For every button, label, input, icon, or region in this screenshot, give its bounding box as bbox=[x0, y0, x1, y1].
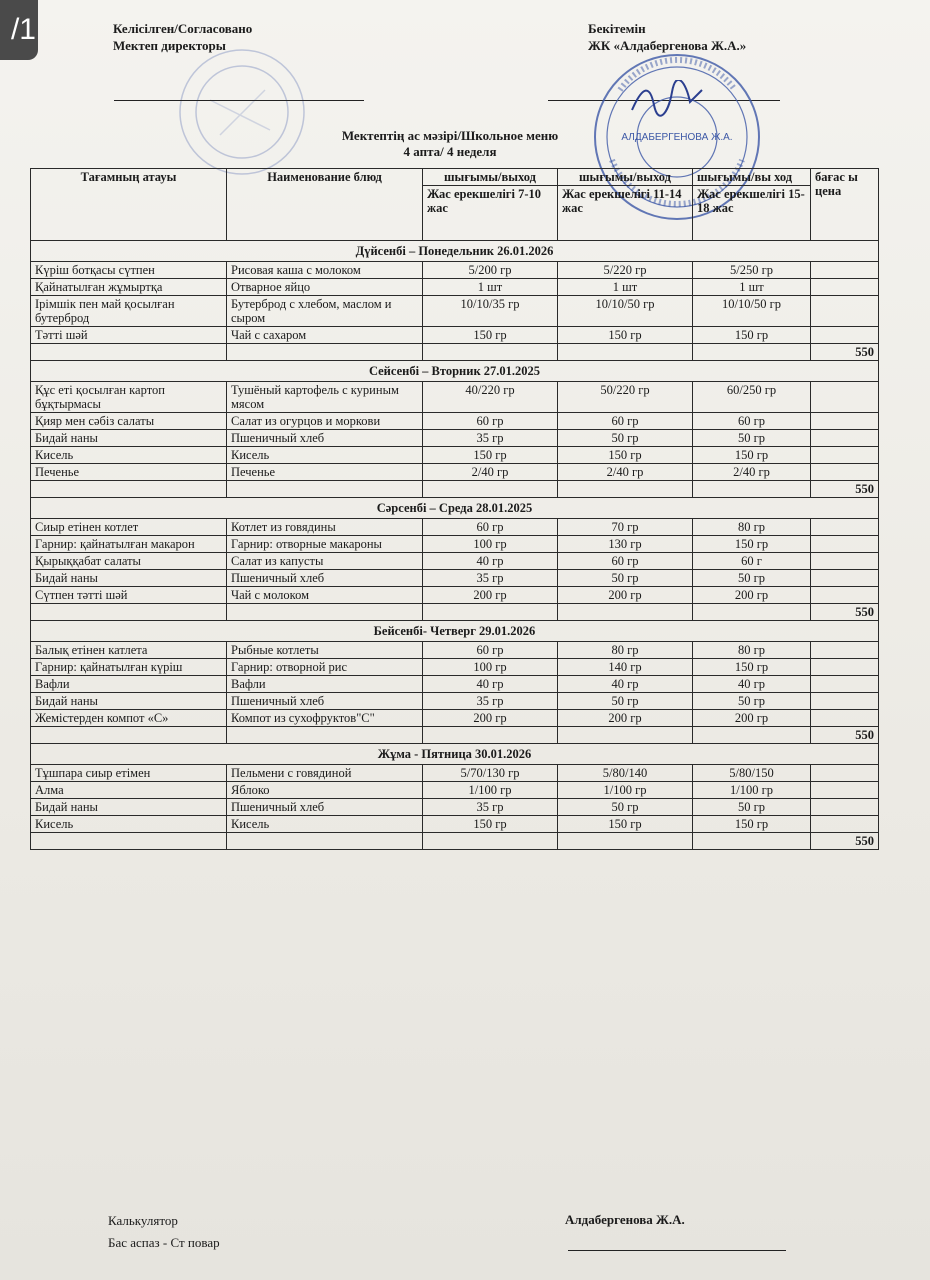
portion-7-10: 35 гр bbox=[423, 799, 558, 816]
table-row bbox=[31, 279, 879, 296]
footer-chef: Бас аспаз - Ст повар bbox=[108, 1235, 220, 1250]
day-total-row bbox=[31, 727, 879, 744]
day-header-row bbox=[31, 621, 879, 642]
table-row bbox=[31, 659, 879, 676]
portion-11-14: 1 шт bbox=[558, 279, 693, 296]
day-title: Бейсенбі- Четверг 29.01.2026 bbox=[31, 621, 879, 642]
dish-name-ru: Печенье bbox=[227, 464, 423, 481]
approval-left-line2: Мектеп директоры bbox=[113, 38, 226, 53]
dish-name-ru: Кисель bbox=[227, 816, 423, 833]
price-cell bbox=[811, 659, 879, 676]
dish-name-ru: Тушёный картофель с куриным мясом bbox=[227, 382, 423, 413]
portion-11-14: 80 гр bbox=[558, 642, 693, 659]
portion-7-10: 200 гр bbox=[423, 710, 558, 727]
table-row bbox=[31, 676, 879, 693]
day-header-row bbox=[31, 241, 879, 262]
portion-15-18: 150 гр bbox=[693, 536, 811, 553]
footer-signatories bbox=[108, 1210, 220, 1254]
price-cell bbox=[811, 327, 879, 344]
empty-cell bbox=[31, 727, 227, 744]
approval-right-line1: Бекітемін bbox=[588, 21, 646, 36]
empty-cell bbox=[31, 344, 227, 361]
portion-11-14: 50 гр bbox=[558, 693, 693, 710]
dish-name-ru: Пшеничный хлеб bbox=[227, 570, 423, 587]
portion-15-18: 150 гр bbox=[693, 816, 811, 833]
price-cell bbox=[811, 382, 879, 413]
portion-15-18: 10/10/50 гр bbox=[693, 296, 811, 327]
day-price: 550 bbox=[811, 833, 879, 850]
price-cell bbox=[811, 262, 879, 279]
dish-name-kz: Ірімшік пен май қосылған бутерброд bbox=[31, 296, 227, 327]
table-row bbox=[31, 262, 879, 279]
empty-cell bbox=[31, 833, 227, 850]
approval-right bbox=[588, 20, 746, 54]
dish-name-kz: Құс еті қосылған картоп бұқтырмасы bbox=[31, 382, 227, 413]
dish-name-kz: Жемістерден компот «С» bbox=[31, 710, 227, 727]
dish-name-ru: Рисовая каша с молоком bbox=[227, 262, 423, 279]
portion-11-14: 150 гр bbox=[558, 816, 693, 833]
stamp-label: АЛДАБЕРГЕНОВА Ж.А. bbox=[621, 132, 733, 143]
day-total-row bbox=[31, 344, 879, 361]
portion-11-14: 50 гр bbox=[558, 799, 693, 816]
table-row bbox=[31, 642, 879, 659]
dish-name-ru: Салат из огурцов и моркови bbox=[227, 413, 423, 430]
menu-table bbox=[30, 168, 879, 850]
portion-11-14: 2/40 гр bbox=[558, 464, 693, 481]
dish-name-kz: Балық етінен катлета bbox=[31, 642, 227, 659]
table-row bbox=[31, 430, 879, 447]
table-row bbox=[31, 519, 879, 536]
empty-cell bbox=[423, 727, 558, 744]
table-row bbox=[31, 536, 879, 553]
portion-11-14: 70 гр bbox=[558, 519, 693, 536]
dish-name-ru: Кисель bbox=[227, 447, 423, 464]
dish-name-kz: Сиыр етінен котлет bbox=[31, 519, 227, 536]
portion-7-10: 200 гр bbox=[423, 587, 558, 604]
empty-cell bbox=[693, 604, 811, 621]
dish-name-kz: Қайнатылған жұмыртқа bbox=[31, 279, 227, 296]
price-cell bbox=[811, 816, 879, 833]
portion-7-10: 2/40 гр bbox=[423, 464, 558, 481]
dish-name-kz: Вафли bbox=[31, 676, 227, 693]
portion-7-10: 150 гр bbox=[423, 447, 558, 464]
portion-7-10: 5/200 гр bbox=[423, 262, 558, 279]
price-cell bbox=[811, 676, 879, 693]
dish-name-ru: Чай с молоком bbox=[227, 587, 423, 604]
price-cell bbox=[811, 447, 879, 464]
col-header-output-1: шығымы/выход bbox=[423, 169, 558, 186]
portion-7-10: 100 гр bbox=[423, 536, 558, 553]
dish-name-kz: Кисель bbox=[31, 447, 227, 464]
empty-cell bbox=[423, 604, 558, 621]
price-cell bbox=[811, 430, 879, 447]
dish-name-kz: Тәтті шәй bbox=[31, 327, 227, 344]
dish-name-kz: Қырыққабат салаты bbox=[31, 553, 227, 570]
table-row bbox=[31, 464, 879, 481]
age-group-11-14: Жас ерекшелігі 11-14 жас bbox=[558, 186, 693, 241]
portion-11-14: 140 гр bbox=[558, 659, 693, 676]
portion-7-10: 10/10/35 гр bbox=[423, 296, 558, 327]
portion-15-18: 5/250 гр bbox=[693, 262, 811, 279]
portion-11-14: 130 гр bbox=[558, 536, 693, 553]
approval-left bbox=[113, 20, 252, 54]
dish-name-ru: Рыбные котлеты bbox=[227, 642, 423, 659]
table-row bbox=[31, 413, 879, 430]
empty-cell bbox=[227, 727, 423, 744]
price-cell bbox=[811, 413, 879, 430]
table-row bbox=[31, 296, 879, 327]
school-seal-icon bbox=[150, 40, 320, 180]
portion-7-10: 60 гр bbox=[423, 519, 558, 536]
price-cell bbox=[811, 536, 879, 553]
empty-cell bbox=[693, 727, 811, 744]
approval-left-line1: Келісілген/Согласовано bbox=[113, 21, 253, 36]
table-row bbox=[31, 782, 879, 799]
dish-name-ru: Пшеничный хлеб bbox=[227, 693, 423, 710]
empty-cell bbox=[227, 481, 423, 498]
day-price: 550 bbox=[811, 481, 879, 498]
day-title: Сәрсенбі – Среда 28.01.2025 bbox=[31, 498, 879, 519]
portion-7-10: 60 гр bbox=[423, 642, 558, 659]
portion-11-14: 1/100 гр bbox=[558, 782, 693, 799]
table-row bbox=[31, 693, 879, 710]
menu-title-line2: 4 апта/ 4 неделя bbox=[403, 144, 497, 159]
empty-cell bbox=[227, 833, 423, 850]
table-row bbox=[31, 799, 879, 816]
portion-15-18: 80 гр bbox=[693, 519, 811, 536]
price-cell bbox=[811, 642, 879, 659]
portion-11-14: 150 гр bbox=[558, 327, 693, 344]
age-group-7-10: Жас ерекшелігі 7-10 жас bbox=[423, 186, 558, 241]
portion-7-10: 100 гр bbox=[423, 659, 558, 676]
table-row bbox=[31, 587, 879, 604]
dish-name-ru: Вафли bbox=[227, 676, 423, 693]
portion-7-10: 150 гр bbox=[423, 816, 558, 833]
portion-15-18: 5/80/150 bbox=[693, 765, 811, 782]
dish-name-kz: Бидай наны bbox=[31, 570, 227, 587]
price-cell bbox=[811, 570, 879, 587]
portion-7-10: 40/220 гр bbox=[423, 382, 558, 413]
price-cell bbox=[811, 464, 879, 481]
portion-15-18: 150 гр bbox=[693, 447, 811, 464]
portion-15-18: 2/40 гр bbox=[693, 464, 811, 481]
portion-15-18: 50 гр bbox=[693, 430, 811, 447]
day-total-row bbox=[31, 833, 879, 850]
col-header-output-3: шығымы/вы ход bbox=[693, 169, 811, 186]
menu-body bbox=[31, 241, 879, 850]
empty-cell bbox=[423, 481, 558, 498]
portion-15-18: 50 гр bbox=[693, 570, 811, 587]
day-title: Дүйсенбі – Понедельник 26.01.2026 bbox=[31, 241, 879, 262]
price-cell bbox=[811, 765, 879, 782]
table-row bbox=[31, 327, 879, 344]
col-header-output-2: шығымы/выход bbox=[558, 169, 693, 186]
dish-name-kz: Бидай наны bbox=[31, 693, 227, 710]
table-header-row bbox=[31, 169, 879, 186]
portion-7-10: 35 гр bbox=[423, 570, 558, 587]
page-counter-badge: /1 bbox=[0, 0, 38, 60]
price-cell bbox=[811, 519, 879, 536]
empty-cell bbox=[423, 833, 558, 850]
empty-cell bbox=[31, 481, 227, 498]
day-price: 550 bbox=[811, 604, 879, 621]
table-row bbox=[31, 816, 879, 833]
portion-7-10: 40 гр bbox=[423, 676, 558, 693]
empty-cell bbox=[558, 727, 693, 744]
portion-11-14: 5/80/140 bbox=[558, 765, 693, 782]
portion-11-14: 150 гр bbox=[558, 447, 693, 464]
dish-name-kz: Кисель bbox=[31, 816, 227, 833]
portion-15-18: 150 гр bbox=[693, 327, 811, 344]
footer-approver-name: Алдабергенова Ж.А. bbox=[565, 1212, 685, 1227]
dish-name-ru: Пшеничный хлеб bbox=[227, 799, 423, 816]
empty-cell bbox=[558, 833, 693, 850]
dish-name-kz: Алма bbox=[31, 782, 227, 799]
dish-name-kz: Гарнир: қайнатылған макарон bbox=[31, 536, 227, 553]
dish-name-kz: Тұшпара сиыр етімен bbox=[31, 765, 227, 782]
day-price: 550 bbox=[811, 344, 879, 361]
portion-15-18: 50 гр bbox=[693, 693, 811, 710]
portion-15-18: 150 гр bbox=[693, 659, 811, 676]
age-group-15-18: Жас ерекшелігі 15-18 жас bbox=[693, 186, 811, 241]
signature-icon bbox=[628, 80, 708, 120]
empty-cell bbox=[227, 604, 423, 621]
portion-11-14: 50 гр bbox=[558, 570, 693, 587]
portion-15-18: 50 гр bbox=[693, 799, 811, 816]
portion-11-14: 200 гр bbox=[558, 587, 693, 604]
empty-cell bbox=[31, 604, 227, 621]
portion-15-18: 60 гр bbox=[693, 413, 811, 430]
portion-15-18: 1/100 гр bbox=[693, 782, 811, 799]
portion-7-10: 1 шт bbox=[423, 279, 558, 296]
portion-15-18: 200 гр bbox=[693, 710, 811, 727]
portion-7-10: 150 гр bbox=[423, 327, 558, 344]
footer-signature-line bbox=[568, 1250, 786, 1251]
empty-cell bbox=[423, 344, 558, 361]
portion-11-14: 50/220 гр bbox=[558, 382, 693, 413]
price-cell bbox=[811, 553, 879, 570]
dish-name-kz: Қияр мен сәбіз салаты bbox=[31, 413, 227, 430]
dish-name-ru: Компот из сухофруктов"С" bbox=[227, 710, 423, 727]
footer-calculator: Калькулятор bbox=[108, 1213, 178, 1228]
portion-15-18: 200 гр bbox=[693, 587, 811, 604]
empty-cell bbox=[558, 604, 693, 621]
dish-name-ru: Чай с сахаром bbox=[227, 327, 423, 344]
empty-cell bbox=[693, 344, 811, 361]
empty-cell bbox=[693, 833, 811, 850]
portion-7-10: 35 гр bbox=[423, 430, 558, 447]
dish-name-ru: Яблоко bbox=[227, 782, 423, 799]
dish-name-ru: Котлет из говядины bbox=[227, 519, 423, 536]
portion-11-14: 10/10/50 гр bbox=[558, 296, 693, 327]
dish-name-kz: Сүтпен тәтті шәй bbox=[31, 587, 227, 604]
portion-11-14: 60 гр bbox=[558, 553, 693, 570]
signature-line-left bbox=[114, 100, 364, 101]
col-header-name-kz: Тағамның атауы bbox=[31, 169, 227, 241]
portion-11-14: 50 гр bbox=[558, 430, 693, 447]
day-header-row bbox=[31, 744, 879, 765]
dish-name-ru: Гарнир: отворные макароны bbox=[227, 536, 423, 553]
day-total-row bbox=[31, 604, 879, 621]
portion-15-18: 80 гр bbox=[693, 642, 811, 659]
day-header-row bbox=[31, 361, 879, 382]
dish-name-ru: Гарнир: отворной рис bbox=[227, 659, 423, 676]
dish-name-ru: Пельмени с говядиной bbox=[227, 765, 423, 782]
day-price: 550 bbox=[811, 727, 879, 744]
dish-name-ru: Салат из капусты bbox=[227, 553, 423, 570]
portion-7-10: 1/100 гр bbox=[423, 782, 558, 799]
price-cell bbox=[811, 693, 879, 710]
portion-7-10: 35 гр bbox=[423, 693, 558, 710]
price-cell bbox=[811, 782, 879, 799]
empty-cell bbox=[558, 344, 693, 361]
table-row bbox=[31, 382, 879, 413]
table-row bbox=[31, 447, 879, 464]
col-header-name-ru: Наименование блюд bbox=[227, 169, 423, 241]
dish-name-kz: Бидай наны bbox=[31, 799, 227, 816]
portion-7-10: 5/70/130 гр bbox=[423, 765, 558, 782]
table-row bbox=[31, 765, 879, 782]
table-row bbox=[31, 553, 879, 570]
price-cell bbox=[811, 279, 879, 296]
menu-title-line1: Мектептің ас мәзірі/Школьное меню bbox=[341, 128, 559, 143]
table-row bbox=[31, 710, 879, 727]
day-header-row bbox=[31, 498, 879, 519]
price-cell bbox=[811, 710, 879, 727]
portion-15-18: 60 г bbox=[693, 553, 811, 570]
dish-name-kz: Гарнир: қайнатылған күріш bbox=[31, 659, 227, 676]
dish-name-ru: Бутерброд с хлебом, маслом и сыром bbox=[227, 296, 423, 327]
portion-7-10: 40 гр bbox=[423, 553, 558, 570]
col-header-price: бағас ы цена bbox=[811, 169, 879, 241]
portion-15-18: 1 шт bbox=[693, 279, 811, 296]
approval-right-line2: ЖК «Алдабергенова Ж.А.» bbox=[588, 38, 747, 53]
dish-name-ru: Пшеничный хлеб bbox=[227, 430, 423, 447]
table-row bbox=[31, 570, 879, 587]
dish-name-kz: Печенье bbox=[31, 464, 227, 481]
day-title: Сейсенбі – Вторник 27.01.2025 bbox=[31, 361, 879, 382]
menu-title bbox=[300, 128, 600, 160]
day-total-row bbox=[31, 481, 879, 498]
empty-cell bbox=[693, 481, 811, 498]
day-title: Жұма - Пятница 30.01.2026 bbox=[31, 744, 879, 765]
portion-11-14: 200 гр bbox=[558, 710, 693, 727]
empty-cell bbox=[558, 481, 693, 498]
empty-cell bbox=[227, 344, 423, 361]
portion-11-14: 60 гр bbox=[558, 413, 693, 430]
dish-name-kz: Бидай наны bbox=[31, 430, 227, 447]
price-cell bbox=[811, 296, 879, 327]
portion-15-18: 60/250 гр bbox=[693, 382, 811, 413]
dish-name-ru: Отварное яйцо bbox=[227, 279, 423, 296]
portion-7-10: 60 гр bbox=[423, 413, 558, 430]
portion-11-14: 40 гр bbox=[558, 676, 693, 693]
portion-11-14: 5/220 гр bbox=[558, 262, 693, 279]
dish-name-kz: Күріш ботқасы сүтпен bbox=[31, 262, 227, 279]
price-cell bbox=[811, 587, 879, 604]
price-cell bbox=[811, 799, 879, 816]
portion-15-18: 40 гр bbox=[693, 676, 811, 693]
